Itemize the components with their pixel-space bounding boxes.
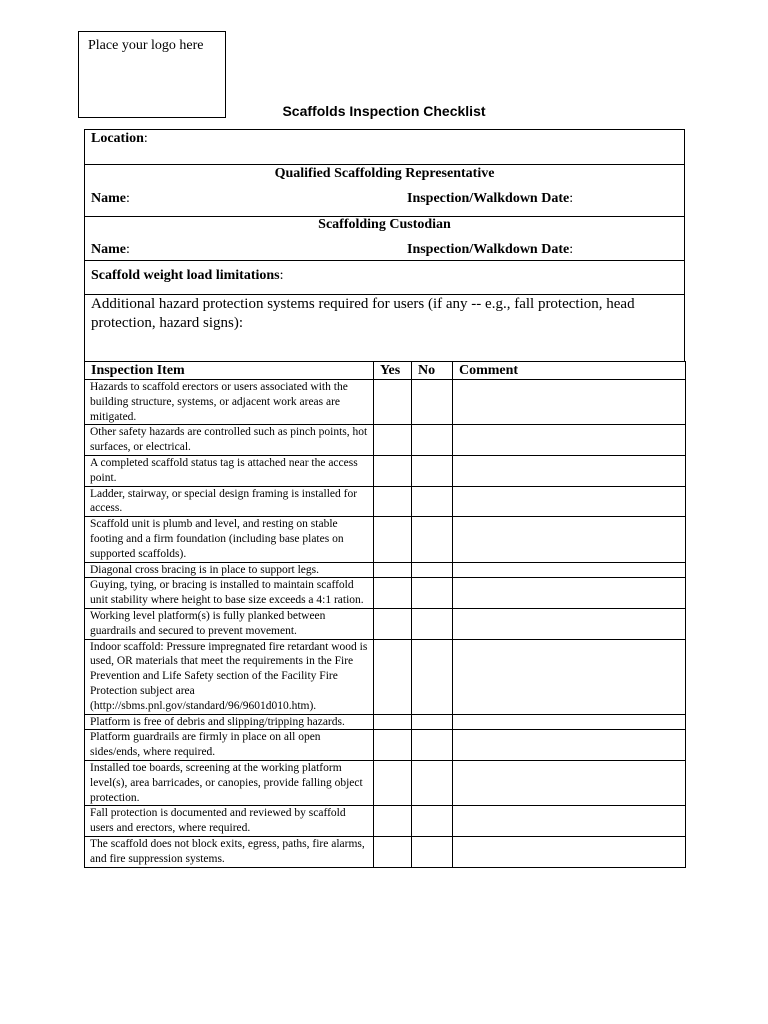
comment-cell[interactable] <box>453 639 686 714</box>
comment-cell[interactable] <box>453 486 686 517</box>
inspection-item-text: Guying, tying, or bracing is installed to maintain scaffold unit stability where height to base size exceeds a 4:1 ration. <box>85 578 374 609</box>
col-yes: Yes <box>374 362 412 380</box>
yes-cell[interactable] <box>374 806 412 837</box>
table-row <box>85 714 686 730</box>
yes-cell[interactable] <box>374 639 412 714</box>
yes-cell[interactable] <box>374 608 412 639</box>
comment-cell[interactable] <box>453 517 686 562</box>
header-section <box>84 129 685 362</box>
no-cell[interactable] <box>412 639 453 714</box>
custodian-date-label: Inspection/Walkdown Date: <box>407 242 574 257</box>
inspection-table <box>84 361 686 868</box>
no-cell[interactable] <box>412 455 453 486</box>
yes-cell[interactable] <box>374 836 412 867</box>
comment-cell[interactable] <box>453 760 686 805</box>
yes-cell[interactable] <box>374 578 412 609</box>
no-cell[interactable] <box>412 380 453 425</box>
inspection-item-text: Platform is free of debris and slipping/tripping hazards. <box>85 714 374 730</box>
comment-cell[interactable] <box>453 608 686 639</box>
no-cell[interactable] <box>412 608 453 639</box>
table-row <box>85 639 686 714</box>
additional-row <box>85 295 684 361</box>
logo-placeholder-text: Place your logo here <box>88 38 204 53</box>
table-row <box>85 730 686 761</box>
yes-cell[interactable] <box>374 517 412 562</box>
inspection-item-text: Other safety hazards are controlled such as pinch points, hot surfaces, or electrical. <box>85 425 374 456</box>
additional-protection-text: Additional hazard protection systems required for users (if any -- e.g., fall protection, head protection, hazard signs): <box>91 296 635 331</box>
comment-cell[interactable] <box>453 714 686 730</box>
yes-cell[interactable] <box>374 730 412 761</box>
table-row <box>85 455 686 486</box>
table-row <box>85 486 686 517</box>
comment-cell[interactable] <box>453 425 686 456</box>
no-cell[interactable] <box>412 714 453 730</box>
no-cell[interactable] <box>412 562 453 578</box>
comment-cell[interactable] <box>453 562 686 578</box>
qsr-date-label: Inspection/Walkdown Date: <box>407 191 574 206</box>
yes-cell[interactable] <box>374 714 412 730</box>
table-row <box>85 578 686 609</box>
no-cell[interactable] <box>412 836 453 867</box>
qsr-row <box>85 165 684 217</box>
col-no: No <box>412 362 453 380</box>
inspection-item-text: Platform guardrails are firmly in place on all open sides/ends, where required. <box>85 730 374 761</box>
inspection-item-text: The scaffold does not block exits, egress, paths, fire alarms, and fire suppression systems. <box>85 836 374 867</box>
table-row <box>85 836 686 867</box>
comment-cell[interactable] <box>453 836 686 867</box>
location-row <box>85 130 684 165</box>
yes-cell[interactable] <box>374 425 412 456</box>
inspection-item-text: Scaffold unit is plumb and level, and resting on stable footing and a firm foundation (including base plates on supported scaffolds). <box>85 517 374 562</box>
comment-cell[interactable] <box>453 730 686 761</box>
inspection-item-text: Working level platform(s) is fully planked between guardrails and secured to prevent movement. <box>85 608 374 639</box>
comment-cell[interactable] <box>453 380 686 425</box>
table-row <box>85 562 686 578</box>
weight-label: Scaffold weight load limitations: <box>91 268 284 283</box>
table-row <box>85 608 686 639</box>
col-comment: Comment <box>453 362 686 380</box>
inspection-item-text: A completed scaffold status tag is attached near the access point. <box>85 455 374 486</box>
custodian-row <box>85 217 684 261</box>
yes-cell[interactable] <box>374 562 412 578</box>
inspection-item-text: Indoor scaffold: Pressure impregnated fire retardant wood is used, OR materials that meet the requirements in the Fire Prevention and Life Safety section of the Facility Fire Protection subject area (http://sbms.pnl.gov/standard/96/9601d010.htm). <box>85 639 374 714</box>
inspection-item-text: Hazards to scaffold erectors or users associated with the building structure, systems, or adjacent work areas are mitigated. <box>85 380 374 425</box>
comment-cell[interactable] <box>453 578 686 609</box>
inspection-item-text: Installed toe boards, screening at the working platform level(s), area barricades, or canopies, provide falling object protection. <box>85 760 374 805</box>
location-label: Location: <box>91 131 148 146</box>
table-row <box>85 517 686 562</box>
yes-cell[interactable] <box>374 486 412 517</box>
weight-row <box>85 261 684 295</box>
qsr-heading: Qualified Scaffolding Representative <box>274 166 495 181</box>
yes-cell[interactable] <box>374 455 412 486</box>
page-title: Scaffolds Inspection Checklist <box>282 103 486 119</box>
no-cell[interactable] <box>412 760 453 805</box>
col-inspection-item: Inspection Item <box>85 362 374 380</box>
table-header-row <box>85 362 686 380</box>
table-row <box>85 760 686 805</box>
no-cell[interactable] <box>412 425 453 456</box>
custodian-name-label: Name: <box>91 242 130 257</box>
yes-cell[interactable] <box>374 760 412 805</box>
no-cell[interactable] <box>412 578 453 609</box>
inspection-item-text: Fall protection is documented and reviewed by scaffold users and erectors, where required. <box>85 806 374 837</box>
inspection-item-text: Diagonal cross bracing is in place to support legs. <box>85 562 374 578</box>
no-cell[interactable] <box>412 486 453 517</box>
no-cell[interactable] <box>412 517 453 562</box>
table-row <box>85 380 686 425</box>
qsr-name-label: Name: <box>91 191 130 206</box>
table-row <box>85 425 686 456</box>
no-cell[interactable] <box>412 730 453 761</box>
comment-cell[interactable] <box>453 455 686 486</box>
comment-cell[interactable] <box>453 806 686 837</box>
no-cell[interactable] <box>412 806 453 837</box>
custodian-heading: Scaffolding Custodian <box>318 217 451 232</box>
yes-cell[interactable] <box>374 380 412 425</box>
inspection-item-text: Ladder, stairway, or special design framing is installed for access. <box>85 486 374 517</box>
table-row <box>85 806 686 837</box>
